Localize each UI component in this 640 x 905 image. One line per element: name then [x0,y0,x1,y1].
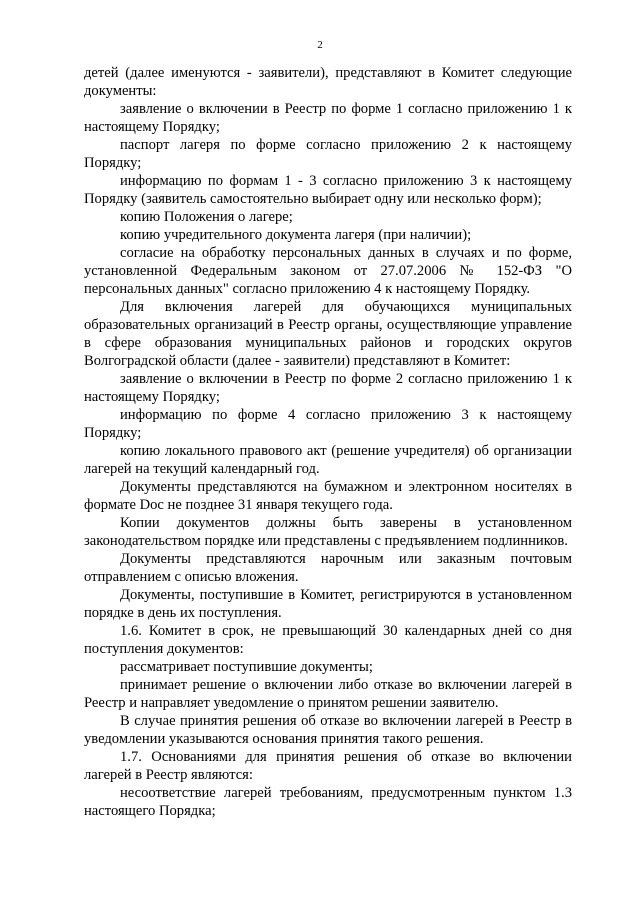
paragraph: Документы представляются нарочным или заказным почтовым отправлением с описью вложения. [84,551,572,585]
paragraph: принимает решение о включении либо отказе во включении лагерей в Реестр и направляет уведомление о принятом решении заявителю. [84,677,572,711]
paragraph: Документы представляются на бумажном и электронном носителях в формате Doc не позднее 31 января текущего года. [84,479,572,513]
paragraph: копию учредительного документа лагеря (при наличии); [120,227,472,243]
paragraph: согласие на обработку персональных данных в случаях и по форме, установленной Федеральным законом от 27.07.2006 № 152-ФЗ "О персональных данных" согласно приложению 4 к настоящему Порядку. [84,245,572,297]
paragraph: рассматривает поступившие документы; [120,659,373,675]
paragraph: заявление о включении в Реестр по форме 1 согласно приложению 1 к настоящему Порядку; [84,101,572,135]
paragraph: В случае принятия решения об отказе во включении лагерей в Реестр в уведомлении указываются основания принятия такого решения. [84,713,572,747]
paragraph: 1.7. Основаниями для принятия решения об отказе во включении лагерей в Реестр являются: [84,749,572,783]
paragraph: Копии документов должны быть заверены в установленном законодательством порядке или представлены с предъявлением подлинников. [84,515,572,549]
paragraph: детей (далее именуются - заявители), представляют в Комитет следующие документы: [84,65,572,99]
paragraph: несоответствие лагерей требованиям, предусмотренным пунктом 1.3 настоящего Порядка; [84,785,572,819]
paragraph: информацию по формам 1 - 3 согласно приложению 3 к настоящему Порядку (заявитель самостоятельно выбирает одну или несколько форм); [84,173,572,207]
paragraph: заявление о включении в Реестр по форме 2 согласно приложению 1 к настоящему Порядку; [84,371,572,405]
page-number: 2 [317,39,323,51]
paragraph: информацию по форме 4 согласно приложению 3 к настоящему Порядку; [84,407,572,441]
paragraph: Для включения лагерей для обучающихся муниципальных образовательных организаций в Реестр органы, осуществляющие управление в сфере образования муниципальных районов и городских округов Волгоградской области (далее - заявители) представляют в Комитет: [84,299,572,369]
paragraph: 1.6. Комитет в срок, не превышающий 30 календарных дней со дня поступления документов: [84,623,572,657]
paragraph: копию локального правового акт (решение учредителя) об организации лагерей на текущий календарный год. [84,443,572,477]
paragraph: паспорт лагеря по форме согласно приложению 2 к настоящему Порядку; [84,137,572,171]
paragraph: копию Положения о лагере; [120,209,293,225]
body-text [84,64,572,820]
paragraph: Документы, поступившие в Комитет, регистрируются в установленном порядке в день их поступления. [84,587,572,621]
